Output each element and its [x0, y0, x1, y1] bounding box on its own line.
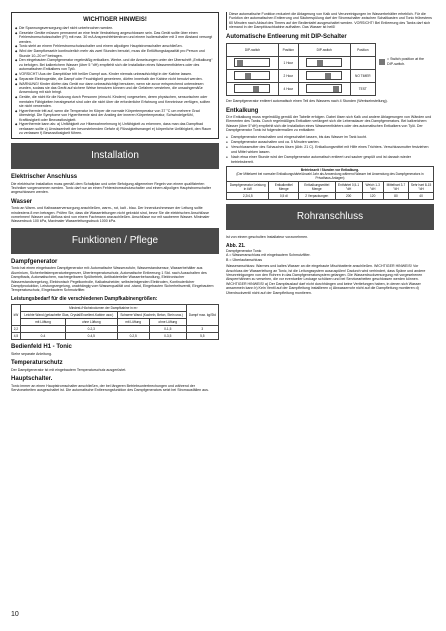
- warning-list: [15, 26, 215, 136]
- table-cell: TEST: [350, 83, 375, 96]
- table-cell: 2 Hour: [278, 70, 298, 83]
- haupt-text: Tonic immer an einen Hauptstromschalter anschließen, der bei längeren Betriebsunterbrechungen und während der Servicearbeiten ausgeschaltet ist. Die automatische Entleerungsfunktion des Dampfgenerators setzt bei Stromausfällen aus.: [11, 383, 209, 393]
- rohr-intro: Ist von einem geschulten Installateur vorzunehmen.: [226, 235, 309, 240]
- table-header: Position: [350, 44, 375, 57]
- warning-item: ◆ Geräte, die nicht für die Nutzung durch Personen (einschl. Kindern) vorgesehen, deren physischen, sensorischen oder mentalen Fähigkeiten herabgesetzt sind oder die nicht über die erforderliche Erfahrung und Kenntnisse verfügen, sollten sie nicht verwenden.: [15, 95, 215, 108]
- table-cell: 0-1,5: [149, 326, 186, 333]
- dampf-text: Tonic hat einen eingebauten Dampfgenerator mit: Automatische Wasserzufuhr, Wasserstandsensor, Wasserbehälter aus Aluminium, Sicherheitstemperaturbegrenzer, Übertemperaturschutz, Automatische Entleerung 1 Std. nach Ausschalten des Dampfbads, Automatischem, nachregelbaren Spülbetrieb, Antibakterieller Wasserbehandlung, Elektronischer Wasserstandsregelung, Elektronisch Pegelkontrolle, Kalkabscheider, selbstreinigenden Elektroden, Kontinuierlicher Dampfproduktion, Leistungsregelung, unabhängig vom Wasserqualität und -stand, Eingebauten Sicherheitsventil, Eingebautem Temperaturschutz, Eingebautem Schmutzfilter.: [11, 266, 214, 293]
- table-subheader: mit Lüftung: [20, 319, 65, 326]
- table-header: Entkalkungsmittel Menge: [299, 182, 336, 193]
- table-cell: 0-2,3: [66, 326, 118, 333]
- table-header: Leichte Wand (gekachelte Glas, Crystal/Excellent-Kabine usw.): [20, 312, 117, 319]
- table-row: [227, 70, 376, 83]
- abb-line: B = Überlaufanschluss: [226, 257, 263, 262]
- warning-item: ◆ Tonic steht an einem Fehlerstromschutzschalter und einem allpoligen Hauptstromschalter anschließen.: [15, 44, 215, 48]
- table-header: Enthärtet 0,5-1 °dH: [335, 182, 362, 193]
- dip-note: = Switch position at the DIP-switch.: [387, 57, 425, 66]
- warning-item: ◆ Hyperthermie kann als: a) Unfähigkeit zur Hitzewahrnehmung b) Unfähigkeit zu erkennen, dass man das Dampfbad verlassen sollte c) Unwissenheit der bevorstehenden Gefahr d) Flüssigkeitsmangel e) körperliche Unfähigkeit, den Raum zu verlassen f) Bewusstlosigkeit führen.: [15, 122, 215, 135]
- table-row: [12, 333, 219, 340]
- elec-text: Die elektrische Installation muss gemäß dem Schaltplan und unter Befolgung allgemeiner Regeln von einem qualifizierten Techniker vorgenommen werden. Tonic darf nur an einen Fehlerstromschutzschalter und einem allpoligen Hauptstromschalter angeschlossen werden.: [11, 181, 211, 195]
- warning-box: [11, 12, 219, 139]
- elec-heading: Elektrischer Anschluss: [11, 174, 78, 181]
- entkalk-heading: Entkalkung: [226, 107, 259, 114]
- table-cell: 0-3,5: [149, 333, 186, 340]
- dip-caption: Der Dampfgenerator entleert automatisch einen Teil des Wassers nach 4 Stunden (Werkseinstellung).: [226, 99, 388, 104]
- abb-line: Dampfgenerator Tonic: [226, 249, 262, 253]
- temp-heading: Temperaturschutz: [11, 360, 63, 367]
- dip-switch-picture: [298, 83, 350, 96]
- table-cell: 2,2/4,5: [227, 193, 269, 200]
- dip-switch-picture: [227, 83, 279, 96]
- betrieb-subtitle: (Der Mittelwert bei normaler Entkalkungshärte/Anzahl Jahr als Anwendung während Wasser bei Anwendung des Dampfgenerators in Privathaus-Anlagen): [236, 172, 424, 181]
- list-item: ● Dampfgenerator einschalten und eingeschaltet lassen, bis das Wasser im Tank kocht.: [226, 135, 434, 139]
- table-cell: 0,5 dl: [269, 193, 299, 200]
- table-header: Mittelhart 3-7 °dH: [383, 182, 408, 193]
- switch-position-icon: [379, 59, 385, 65]
- table-header: DIP-switch: [298, 44, 350, 57]
- temp-text: Der Dampfgenerator ist mit eingebautem Temperaturschutz ausgerüstet.: [11, 367, 127, 372]
- table-cell: 4,5: [12, 333, 21, 340]
- table-cell: 0-4: [20, 333, 65, 340]
- table-row: [227, 193, 434, 200]
- table-cell: 4 Hour: [278, 83, 298, 96]
- wasser-heading: Wasser: [11, 198, 33, 205]
- table-header: Mindest-/Höchstvolumen der Dampfkabine in m³: [20, 305, 186, 312]
- table-cell: 120: [362, 193, 383, 200]
- table-header: Schwere Wand (Kacheln, Beton, Stein usw.): [117, 312, 186, 319]
- table-subheader: ohne Lüftung: [149, 319, 186, 326]
- right-column: [226, 12, 434, 297]
- dip-table: [226, 43, 376, 96]
- table-cell: [20, 326, 65, 333]
- table-subheader: ohne Lüftung: [66, 319, 118, 326]
- table-row: [12, 326, 219, 333]
- table-cell: 5,5: [186, 333, 218, 340]
- table-cell: 80: [383, 193, 408, 200]
- table-cell: [350, 57, 375, 70]
- table-cell: 40: [409, 193, 434, 200]
- table-row: [227, 83, 376, 96]
- table-row: [227, 57, 376, 70]
- warning-item: ◆ Die Spannungsversorgung darf nicht unterbrochen werden.: [15, 26, 215, 30]
- warning-item: ◆ WARNUNG! Kinder dürfen das Gerät nur dann unbeaufsichtigt benutzen, wenn sie zuvor entsprechend unterwiesen wurden, sodass sie das Gerät auf sichere Weise benutzen können und die Gefahren verstehen, die unsachgemäße Anwendung mit sich bringt.: [15, 82, 215, 95]
- table-header: Dampfgenerator Leistung in kW: [227, 182, 269, 193]
- bedien-text: Siehe separate Anleitung.: [11, 351, 52, 356]
- table-header: Position: [278, 44, 298, 57]
- rohranschluss-banner: Rohranschluss: [226, 204, 434, 230]
- bedien-heading: Bedienfeld H1 - Tonic: [11, 344, 72, 351]
- list-item: ● Verschlussmutter des Schauches lösen (Abb. 21 C). Entkalkungsmittel mit Hilfe eines Trichters. Verschlussmutter festziehen und Mittel wirken lassen.: [226, 145, 434, 154]
- table-cell: 200: [335, 193, 362, 200]
- wasser-text: Tonic an Warm- und Kaltwasserversorgung anschließen, warm-, rot, kalt - blau. Der Innendurchmesser der Leitung sollte mindestens 8 mm betragen. Prüfen Sie, dass die Wasserleitungen nicht geknickt sind, bevor Sie die elektrischen Anschlüsse vornehmen! Wasser und Abfluss sind von einem Fachmann anzuschließen. Anschlüsse nur mit sauberem Wasser. Minimaler Wasserdruck 100 kPa, Maximaler Wasserleitungsdruck 1000 kPa.: [11, 206, 210, 224]
- warning-item: ◆ Hyperthermie tritt auf, wenn die Temperatur im Körper die normale Körpertemperatur von 37 °C um mehrere Grad übersteigt. Die Symptome von Hyperthermie sind der Anstieg der inneren Körpertemperatur, Schwindelgefühl, Kraftlosigkeit oder Bewusstlosigkeit.: [15, 109, 215, 122]
- table-header: kW: [12, 305, 21, 326]
- leistung-table: [11, 304, 219, 340]
- table-cell: 3: [186, 326, 218, 333]
- table-header: DIP-switch: [227, 44, 279, 57]
- dampf-heading: Dampfgenerator: [11, 258, 58, 265]
- installation-banner: Installation: [11, 143, 219, 169]
- table-header: Entkalkmittel Menge: [269, 182, 299, 193]
- entkalk-steps: [226, 135, 434, 164]
- entkalk-text: Di e Entkalkung muss regelmäßig gemäß der Tabelle erfolgen. Dabei lösen sich Kalk und andere Ablagerungen von Wänden und Elementen des Tanks. Durch regelmäßiges Entkalken verlängert sich die Lebensdauer des Dampfgenerators. Bei kalkreichem Wasser (über 5°dH) empfiehlt sich die Installation eines Wasserenthärters oder des automatischen Entkalkers von Tylö. Der Dampfgenerator Tonic ist folgendermaßen zu entkalken:: [226, 115, 432, 133]
- table-header: Dampf max. kg/Std: [186, 305, 218, 326]
- table-header: Sehr hart 8-15 °dH: [409, 182, 434, 193]
- table-cell: [117, 326, 149, 333]
- list-item: ● Dampfgenerator ausschalten und ca. 5 Minuten warten.: [226, 140, 434, 144]
- warning-item: ◆ Den eingebauten Dampfgenerator regelmäßig entkalken. Werbe- und die Anweisungen unter der Überschrift „Entkalkung“ zu befolgen. Bei kalkreichem Wasser (über 5 °dH) empfiehlt sich die Installation eines Wasserenthärters oder des automatischen Entkalkers von Tylö.: [15, 58, 215, 71]
- table-cell: NO TIMER: [350, 70, 375, 83]
- table-cell: 2 Verpackungen: [299, 193, 336, 200]
- warning-title: WICHTIGER HINWEIS!: [83, 17, 147, 23]
- dip-heading: Automatische Entleerung mit DIP-Schalter: [226, 33, 347, 40]
- dip-switch-picture: [227, 70, 279, 83]
- left-column: [11, 12, 219, 394]
- intro-text: Diese automatische Funktion reduziert die Ablagerung von Kalk und Verunreinigungen im Wasserbehälter erheblich. Für die Funktion der automatischen Entleerung und Säuberspülung darf der Stromschalter zwischen Schaltkasten und Tonic frühestens 60 Minuten nach Ablauf des Timers auf der Bedientafel ausgeschaltet werden. VORSICHT! Bei Entleerung des Tanks darf sich niemand in der Dampfduschkabine aufhalten. Das Wasser ist heiß!: [226, 12, 434, 30]
- warning-item: ◆ Wird der Dampfkessel/e kontinuierlich mehr als zwei Stunden benutzt, muss die Entlüftungskapazität pro Person und Stunde 10–20 m³ betragen.: [15, 49, 215, 58]
- betrieb-table: [226, 166, 434, 200]
- abb-line: A = Wasseranschluss mit eingebautem Schmutzfilter.: [226, 253, 311, 258]
- table-cell: 0-4,5: [66, 333, 118, 340]
- page-number: 10: [11, 611, 19, 618]
- dip-switch-picture: [227, 57, 279, 70]
- haupt-heading: Hauptschalter.: [11, 376, 53, 383]
- table-header: Weich 1-3 °dH: [362, 182, 383, 193]
- table-cell: 0-2,5: [117, 333, 149, 340]
- table-cell: 1 Hour: [278, 57, 298, 70]
- rohr-text: Wasseranschluss: Warmes und kaltes Wasser an die eingebaute Mischbatterie anschließen. WICHTIGER HINWEIS! Vor Anschluss der Wasserleitung an Tonic, ist die Leitungssystem auszuspülen! Dadurch wird verhindert, dass Späne und andere Verunreinigungen von den Rohren in das Dampfgeneratorsystem gelangen. Die Wasserdruckversorgung mit vorgesehenen Absperrhähnen zu versehen, die vor eventueller Leckage schützen und bei Servicearbeiten geschlossen werden können. WICHTIGER HINWEIS! a) Der Dampfauslauf darf nicht durchhängen und keine Vertiefungen haben, in denen sich Wasser ansammeln kann b) Kein Ventil auf der Dampfleitung installieren c) Abwasserrohr nicht auf die Dampfleitung montieren d) Überdruckventil nicht auf der Dampfleitung montieren.: [226, 264, 426, 295]
- warning-item: ◆ VORSICHT! Aus der Dampfdüse tritt heißer Dampf aus. Kinder niemals unbeaufsichtigt in der Kabine lassen.: [15, 72, 215, 76]
- warning-item: ◆ Separate Elektrogeräte, die Dampf oder Feuchtigkeit generieren, dürfen innerhalb der Kabine nicht benutzt werden.: [15, 77, 215, 81]
- dip-switch-picture: [298, 57, 350, 70]
- dip-switch-picture: [298, 70, 350, 83]
- list-item: ● Nach etwa einer Stunde wird der Dampfgenerator automatisch entleert und sauber gespült und ist danach wieder betriebsbereit.: [226, 155, 434, 164]
- abb-heading: Abb. 21.: [226, 242, 246, 249]
- table-subheader: mit Lüftung: [117, 319, 149, 326]
- table-title: [227, 167, 434, 182]
- funktionen-banner: Funktionen / Pflege: [11, 228, 219, 254]
- betrieb-title: Betriebszeit / Stunden vor Entkalkung.: [300, 168, 360, 173]
- table-cell: 2,2: [12, 326, 21, 333]
- warning-item: ◆ Gesetzte Geräte müssen permanent an eine feste Verdrahtung angeschlossen sein. Das Gerät sollte über einen Fehlerstromschutzschalter (FI) mit max. 30 mA Ansprechfehlerstrom und einem Isolierschalter mit 3 mm Abstand versorgt werden.: [15, 31, 215, 44]
- leistung-heading: Leistungsbedarf für die verschiedenen Dampfkabinengrößen:: [11, 295, 158, 302]
